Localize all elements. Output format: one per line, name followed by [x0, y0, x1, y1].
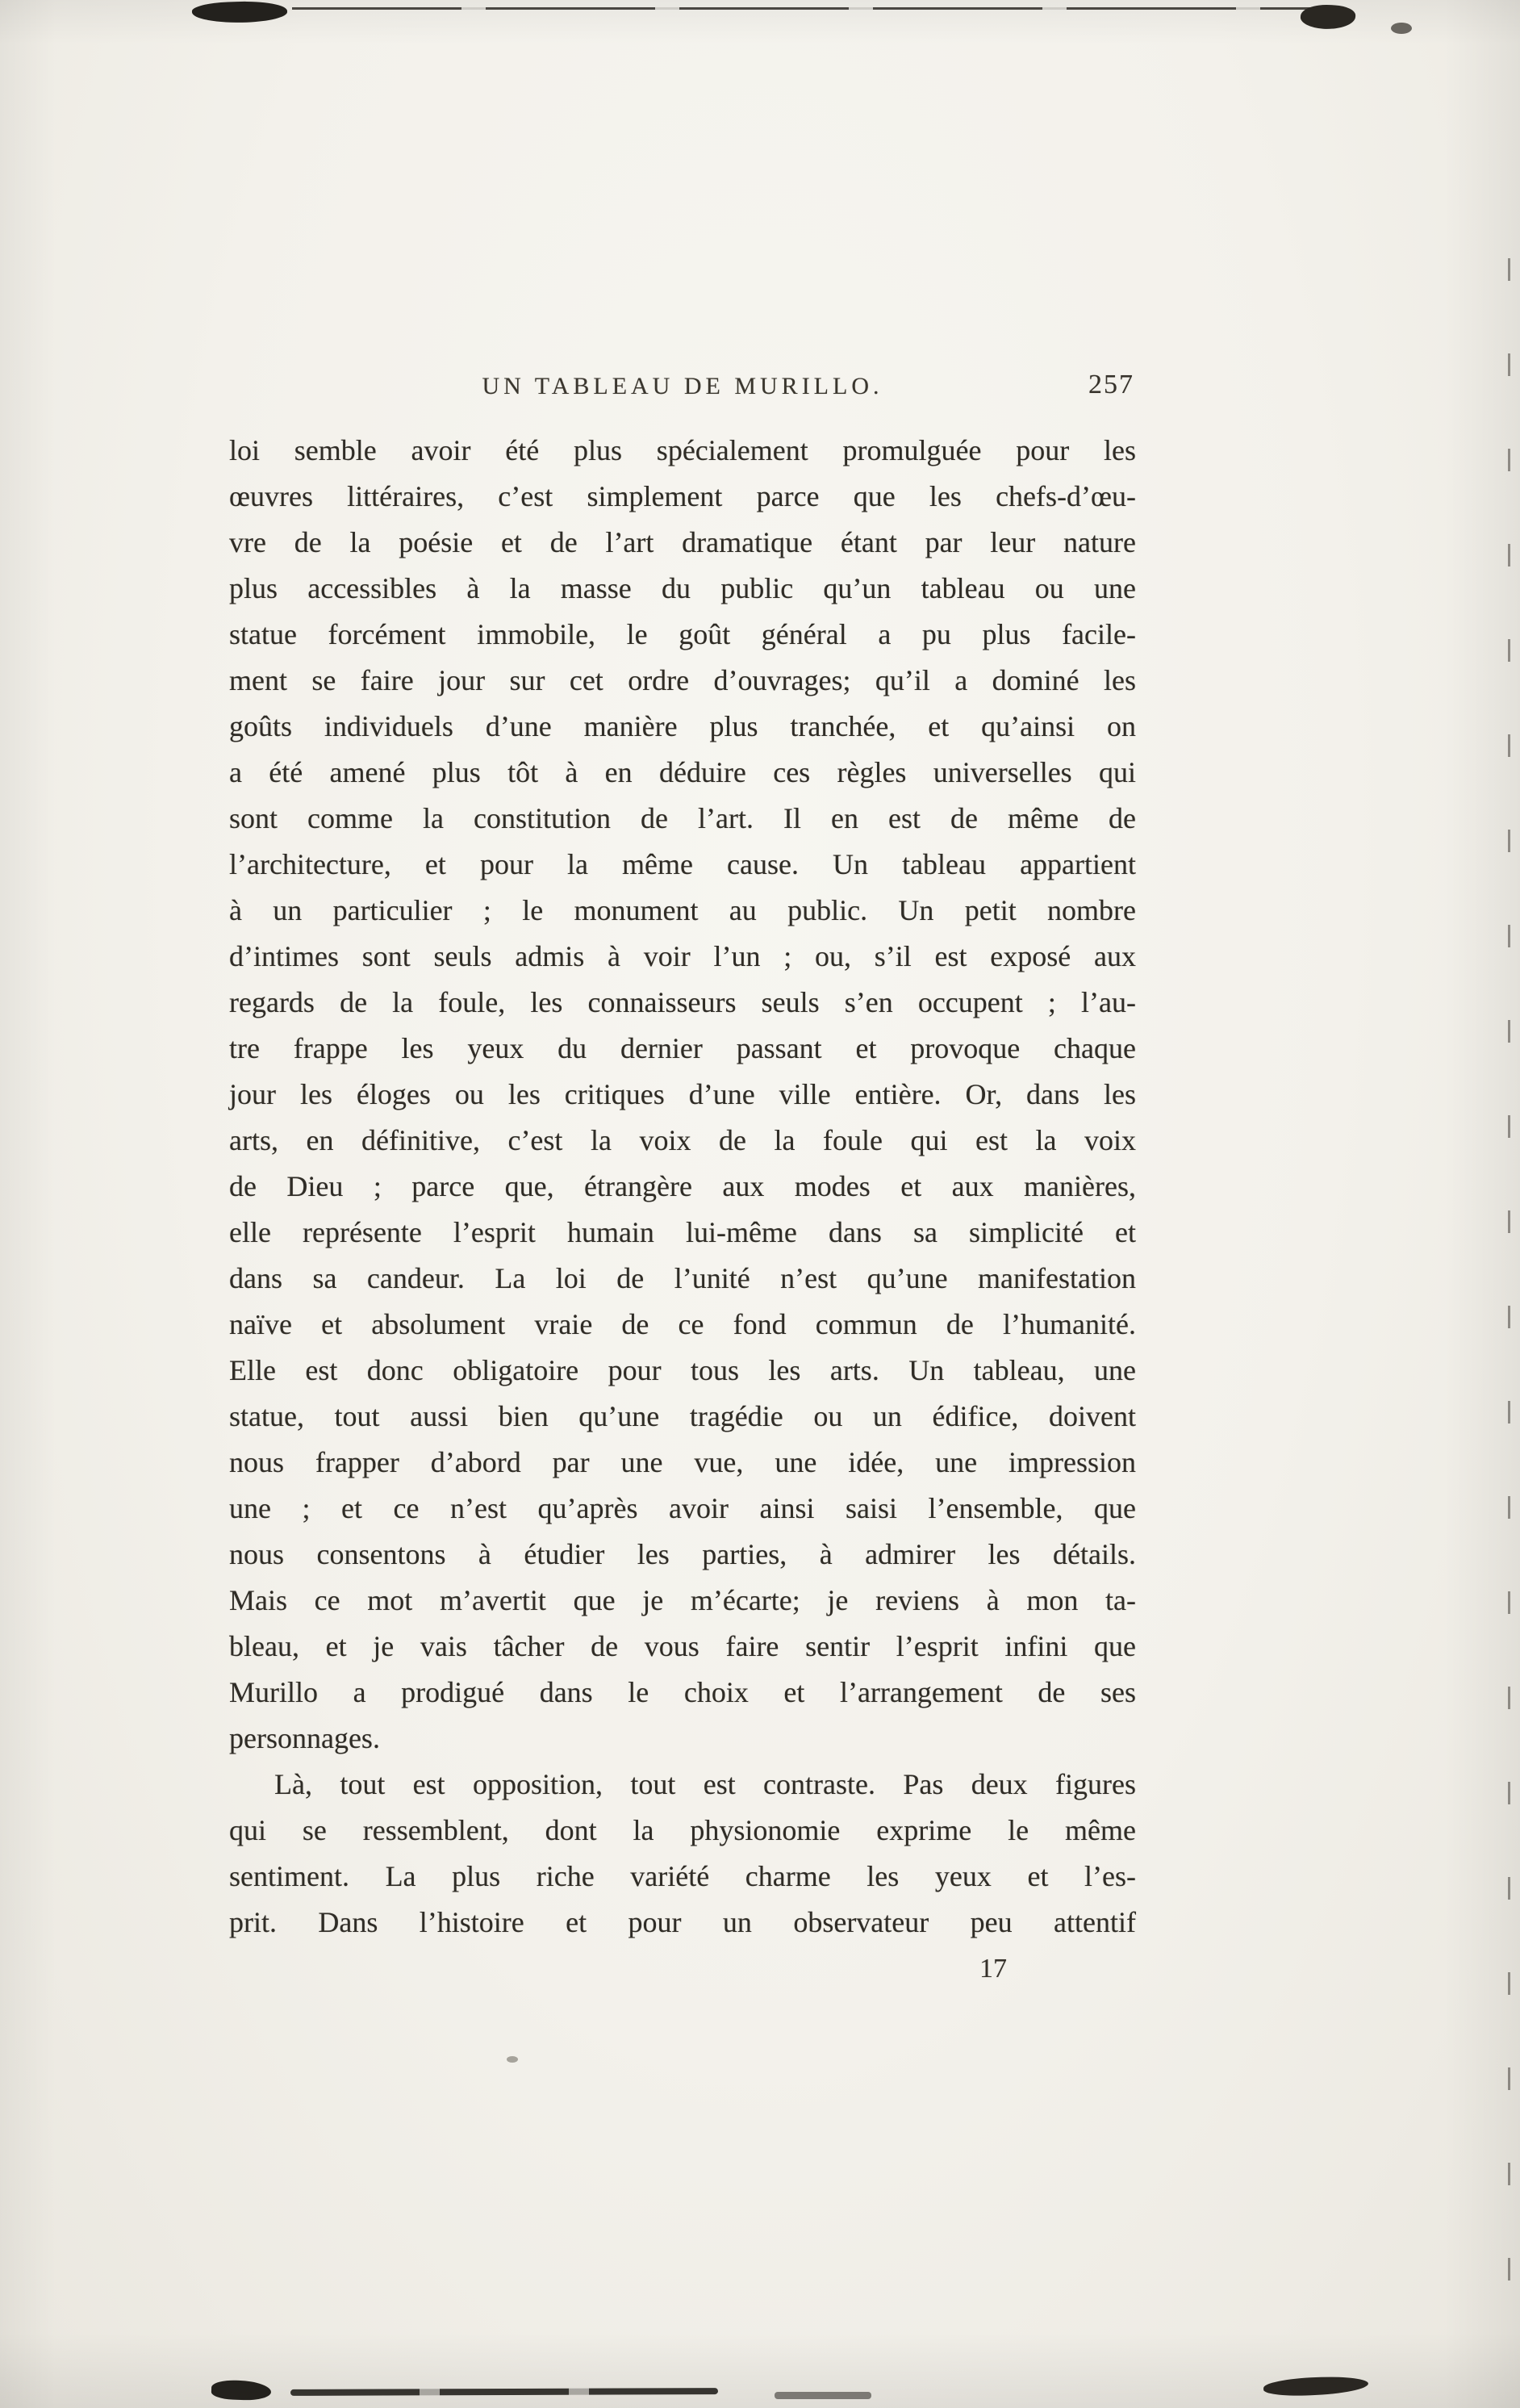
text-line: goûts individuels d’une manière plus tranchée, et qu’ainsi on: [229, 710, 1136, 742]
running-head-title: UN TABLEAU DE MURILLO.: [482, 373, 883, 399]
text-line: de Dieu ; parce que, étrangère aux modes et aux manières,: [229, 1170, 1136, 1202]
scan-speck-lower-middle: [507, 2056, 518, 2063]
text-line: loi semble avoir été plus spécialement promulguée pour les: [229, 434, 1136, 466]
text-line: statue forcément immobile, le goût général a pu plus facile-: [229, 618, 1136, 650]
text-line: ment se faire jour sur cet ordre d’ouvrages; qu’il a dominé les: [229, 664, 1136, 696]
text-line: sont comme la constitution de l’art. Il en est de même de: [229, 802, 1136, 834]
page-header: [229, 370, 1136, 410]
text-line: tre frappe les yeux du dernier passant et provoque chaque: [229, 1032, 1136, 1064]
scan-mark-bottom-left: [211, 2380, 272, 2402]
text-line: qui se ressemblent, dont la physionomie exprime le même: [229, 1814, 1136, 1846]
text-line: elle représente l’esprit humain lui-même dans sa simplicité et: [229, 1216, 1136, 1248]
text-line: a été amené plus tôt à en déduire ces règles universelles qui: [229, 756, 1136, 788]
text-line: vre de la poésie et de l’art dramatique étant par leur nature: [229, 526, 1136, 558]
text-line: jour les éloges ou les critiques d’une ville entière. Or, dans les: [229, 1078, 1136, 1110]
text-line: prit. Dans l’histoire et pour un observateur peu attentif: [229, 1906, 1136, 1938]
text-line: Elle est donc obligatoire pour tous les arts. Un tableau, une: [229, 1354, 1136, 1386]
paragraph: [229, 428, 1136, 1762]
text-line: plus accessibles à la masse du public qu’un tableau ou une: [229, 572, 1136, 604]
text-line: une ; et ce n’est qu’après avoir ainsi saisi l’ensemble, que: [229, 1492, 1136, 1524]
text-line: regards de la foule, les connaisseurs seuls s’en occupent ; l’au-: [229, 986, 1136, 1018]
text-block: [229, 370, 1136, 1984]
text-line: sentiment. La plus riche variété charme les yeux et l’es-: [229, 1860, 1136, 1892]
text-line: personnages.: [229, 1722, 380, 1754]
text-line: Murillo a prodigué dans le choix et l’arrangement de ses: [229, 1676, 1136, 1708]
text-line: l’architecture, et pour la même cause. Un tableau appartient: [229, 848, 1136, 880]
text-line: naïve et absolument vraie de ce fond commun de l’humanité.: [229, 1308, 1136, 1340]
scan-speck-top-right: [1391, 23, 1412, 34]
signature-mark: 17: [979, 1954, 1007, 1984]
page-number: 257: [1088, 370, 1134, 399]
scan-rule-bottom-edge: [290, 2388, 718, 2396]
text-line: Mais ce mot m’avertit que je m’écarte; je reviens à mon ta-: [229, 1584, 1136, 1616]
scan-rule-top-edge: [292, 7, 1333, 10]
scan-mark-bottom-right: [1263, 2376, 1369, 2398]
text-line: arts, en définitive, c’est la voix de la foule qui est la voix: [229, 1124, 1136, 1156]
scan-mark-top-right: [1300, 3, 1355, 31]
scan-mark-bottom-middle: [775, 2392, 871, 2399]
text-line: œuvres littéraires, c’est simplement parce que les chefs-d’œu-: [229, 480, 1136, 512]
text-line: nous frapper d’abord par une vue, une idée, une impression: [229, 1446, 1136, 1478]
text-line: nous consentons à étudier les parties, à admirer les détails.: [229, 1538, 1136, 1570]
text-line: d’intimes sont seuls admis à voir l’un ; ou, s’il est exposé aux: [229, 940, 1136, 972]
scan-mark-top-left: [192, 0, 288, 24]
text-line: dans sa candeur. La loi de l’unité n’est qu’une manifestation: [229, 1262, 1136, 1294]
paragraph: [229, 1762, 1136, 1946]
text-line: Là, tout est opposition, tout est contraste. Pas deux figures: [274, 1768, 1136, 1800]
text-line: bleau, et je vais tâcher de vous faire sentir l’esprit infini que: [229, 1630, 1136, 1662]
body-text: [229, 428, 1136, 1946]
text-line: à un particulier ; le monument au public. Un petit nombre: [229, 894, 1136, 926]
text-line: statue, tout aussi bien qu’une tragédie ou un édifice, doivent: [229, 1400, 1136, 1432]
scan-dashed-line-right-edge: [1508, 258, 1510, 2308]
